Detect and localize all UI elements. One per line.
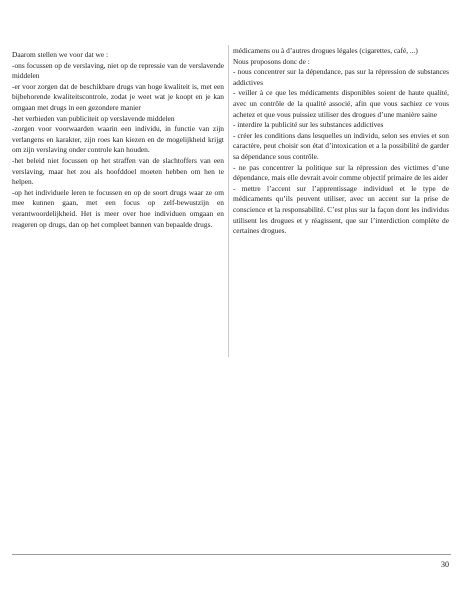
right-column [233,46,449,237]
right-paragraph-continuation: médicamens ou à d’autres drogues légales (cigarettes, café, ...) [233,46,418,55]
right-paragraph-learning: - mettre l’accent sur l’apprentissage individuel et le type de médicaments qu’ils peuvent utiliser, avec un accent sur la prise de conscience et la responsabilité. C’est plus sur la façon dont les individus utilisent les drogues et y réagissent, que sur l’interdiction complète de certaines drogues. [233,183,449,236]
right-paragraph-focus-dependence: - nous concentrer sur la dépendance, pas sur la répression de substances addictives [233,67,449,87]
right-paragraph-conditions: - créer les conditions dans lesquelles un individu, selon ses envies et son caractère, peut choisir son état d’intoxication et a la possibilité de garder sa dépendance sous contrôle. [233,130,449,161]
right-paragraph-victims: - ne pas concentrer la politique sur la répression des victimes d’une dépendance, mais elle devrait avoir comme objectif primaire de les aider [233,162,449,183]
left-paragraph-quality: -er voor zorgen dat de beschikbare drugs van hoge kwaliteit is, met een bijbehorende kwaliteitscontrole, zodat je weet wat je koopt en je kan omgaan met drugs in een gezondere manier [12,81,224,112]
right-paragraph-intro: Nous proposons donc de : [233,56,310,66]
right-paragraph-advertising: - interdire la publicité sur les substances addictives [233,120,384,130]
column-divider [228,45,229,357]
left-paragraph-advertising: -het verbieden van publiciteit op verslavende middelen [12,113,175,123]
left-paragraph-intro: Daarom stellen we voor dat we : [12,50,109,59]
footer-rule [12,554,451,555]
left-paragraph-focus-addiction: -ons focussen op de verslaving, niet op de repressie van de verslavende middelen [12,60,224,81]
left-paragraph-victims: -het beleid niet focussen op het straffen van de slachtoffers van een verslaving, maar het zou als hoofddoel moeten hebben om hen te helpen. [12,155,224,187]
right-paragraph-quality: - veiller à ce que les médicaments disponibles soient de haute qualité, avec un contrôle de la qualité associé, afin que vous sachiez ce vous achetez et que vous puissiez utiliser des drogues d’une manière saine [233,88,449,119]
page-number: 30 [441,560,449,569]
left-paragraph-conditions: -zorgen voor voorwaarden waarin een individu, in functie van zijn verlangens en karakter, zijn roes kan kiezen en de mogelijkheid krijgt om zijn verslaving onder controle kan houden. [12,124,224,155]
left-paragraph-learning: -op het individuele leren te focussen en op de soort drugs waar ze om mee kunnen gaan, met een focus op zelf-bewustzijn en verantwoordelijkheid. Het is meer over hoe individuen omgaan en reageren op drugs, dan op het compleet bannen van bepaalde drugs. [12,187,224,229]
left-column [12,50,224,230]
